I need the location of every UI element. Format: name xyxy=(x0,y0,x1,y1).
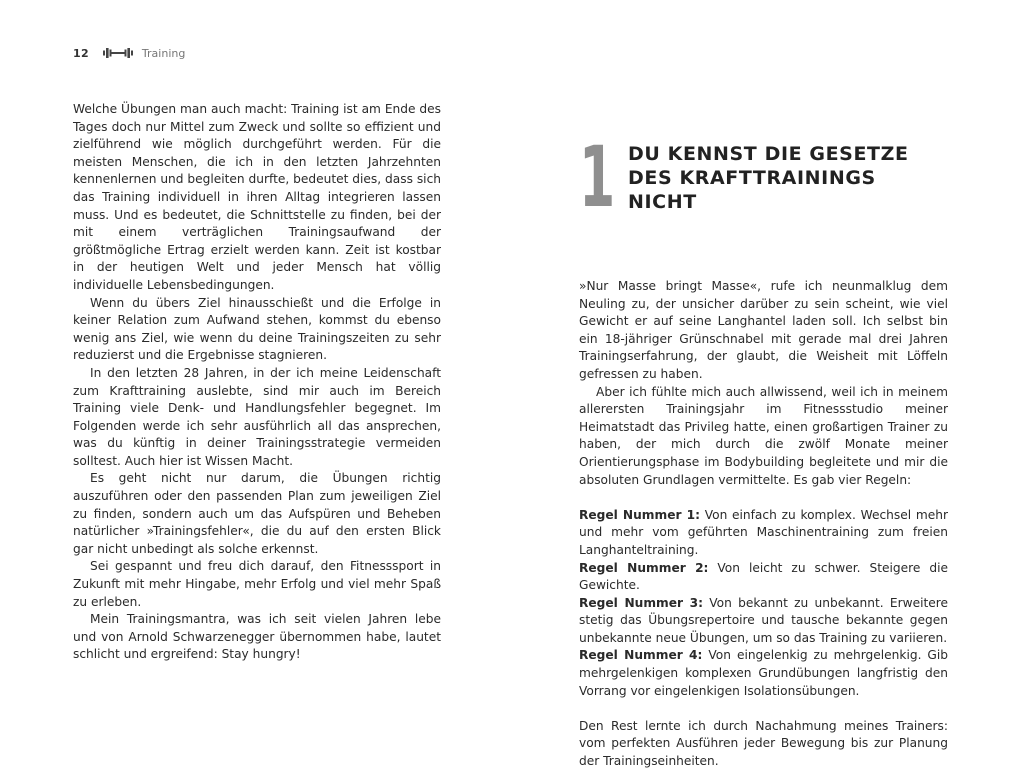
rule-label: Regel Nummer 3: xyxy=(579,595,703,610)
chapter-number: 1 xyxy=(579,128,616,226)
paragraph: Es geht nicht nur darum, die Übungen richtig auszuführen oder den passenden Plan zum jeweiligen Ziel zu finden, sondern auch um das Aufspüren und Beheben natürlicher »Trainingsfehler«, die du auf den ersten Blick gar nicht unbedingt als solche erkennst. xyxy=(73,471,441,556)
paragraph: Wenn du übers Ziel hinausschießt und die Erfolge in keiner Relation zum Aufwand stehen, kommst du ebenso wenig ans Ziel, wie wenn du deine Trainingszeiten zu sehr reduzierst und die Ergebnisse stagnieren. xyxy=(73,295,441,363)
page-number: 12 xyxy=(73,46,89,60)
rule-text: Von einfach zu komplex. Wechsel mehr und mehr vom geführten Maschinentraining zum freien Langhanteltraining. xyxy=(579,507,948,557)
rule-item xyxy=(579,595,948,648)
dumbbell-icon xyxy=(103,44,133,63)
rule-item xyxy=(579,647,948,700)
paragraph: »Nur Masse bringt Masse«, rufe ich neunmalklug dem Neuling zu, der unsicher darüber zu sein scheint, wie viel Gewicht er auf seine Langhantel laden soll. Ich selbst bin ein 18-jähriger Grünschnabel mit gerade mal drei Jahren Trainingserfahrung, der glaubt, die Weisheit mit Löffeln gefressen zu haben. xyxy=(579,279,948,381)
left-column xyxy=(73,101,441,664)
chapter-title-line: DU KENNST DIE GESETZE xyxy=(628,143,909,165)
rule-item xyxy=(579,560,948,595)
rule-text: Von leicht zu schwer. Steigere die Gewichte. xyxy=(579,560,948,593)
right-column xyxy=(579,278,948,771)
rule-label: Regel Nummer 4: xyxy=(579,648,703,663)
paragraph: Aber ich fühlte mich auch allwissend, weil ich in meinem allerersten Trainingsjahr im Fitnessstudio meiner Heimatstadt das Privileg hatte, einen großartigen Trainer zu haben, der mich durch die zwölf Monate meiner Orientierungsphase im Bodybuilding begleitete und mir die absoluten Grundlagen vermittelte. Es gab vier Regeln: xyxy=(579,384,948,487)
chapter-title-line: DES KRAFTTRAININGS xyxy=(628,167,876,189)
chapter-title xyxy=(628,142,928,214)
paragraph: Den Rest lernte ich durch Nachahmung meines Trainers: vom perfekten Ausführen jeder Bewegung bis zur Planung der Trainingseinheiten. xyxy=(579,718,948,769)
running-head-title: Training xyxy=(141,46,186,60)
paragraph: In den letzten 28 Jahren, in der ich meine Leidenschaft zum Krafttraining auslebte, sind mir auch im Bereich Training viele Denk- und Handlungsfehler begegnet. Im Folgenden werde ich sehr ausführlich all das ansprechen, was du künftig in deiner Trainingsstrategie vermeiden solltest. Auch hier ist Wissen Macht. xyxy=(73,365,441,468)
rule-text: Von eingelenkig zu mehrgelenkig. Gib mehrgelenkigen komplexen Grundübungen langfristig den Vorrang vor eingelenkigen Isolationsübungen. xyxy=(579,648,948,698)
chapter-heading xyxy=(579,128,928,226)
paragraph: Welche Übungen man auch macht: Training ist am Ende des Tages doch nur Mittel zum Zweck und sollte so effizient und zielführend wie möglich durchgeführt werden. Für die meisten Menschen, die ich in den letzten Jahrzehnten kennenlernen und begleiten durfte, bedeutet dies, dass sich das Training individuell in ihren Alltag integrieren lassen muss. Und es bedeutet, die Schnittstelle zu finden, bei der mit einem verträglichen Trainingsaufwand der größtmögliche Ertrag erzielt werden kann. Zeit ist kostbar in der heutigen Welt und jeder Mensch hat völlig individuelle Lebensbedingungen. xyxy=(73,102,441,292)
rule-text: Von bekannt zu unbekannt. Erweitere stetig das Übungsrepertoire und tausche bekannte gegen unbekannte neue Übungen, um so das Training zu variieren. xyxy=(579,595,948,645)
chapter-title-line: NICHT xyxy=(628,191,697,213)
rule-item xyxy=(579,507,948,560)
rule-label: Regel Nummer 1: xyxy=(579,507,700,522)
rule-label: Regel Nummer 2: xyxy=(579,560,709,575)
paragraph: Mein Trainingsmantra, was ich seit vielen Jahren lebe und von Arnold Schwarzenegger übernommen habe, lautet schlicht und ergreifend: Stay hungry! xyxy=(73,612,441,662)
paragraph: Sei gespannt und freu dich darauf, den Fitnesssport in Zukunft mit mehr Hingabe, mehr Erfolg und viel mehr Spaß zu erleben. xyxy=(73,559,441,609)
running-header xyxy=(73,46,185,60)
